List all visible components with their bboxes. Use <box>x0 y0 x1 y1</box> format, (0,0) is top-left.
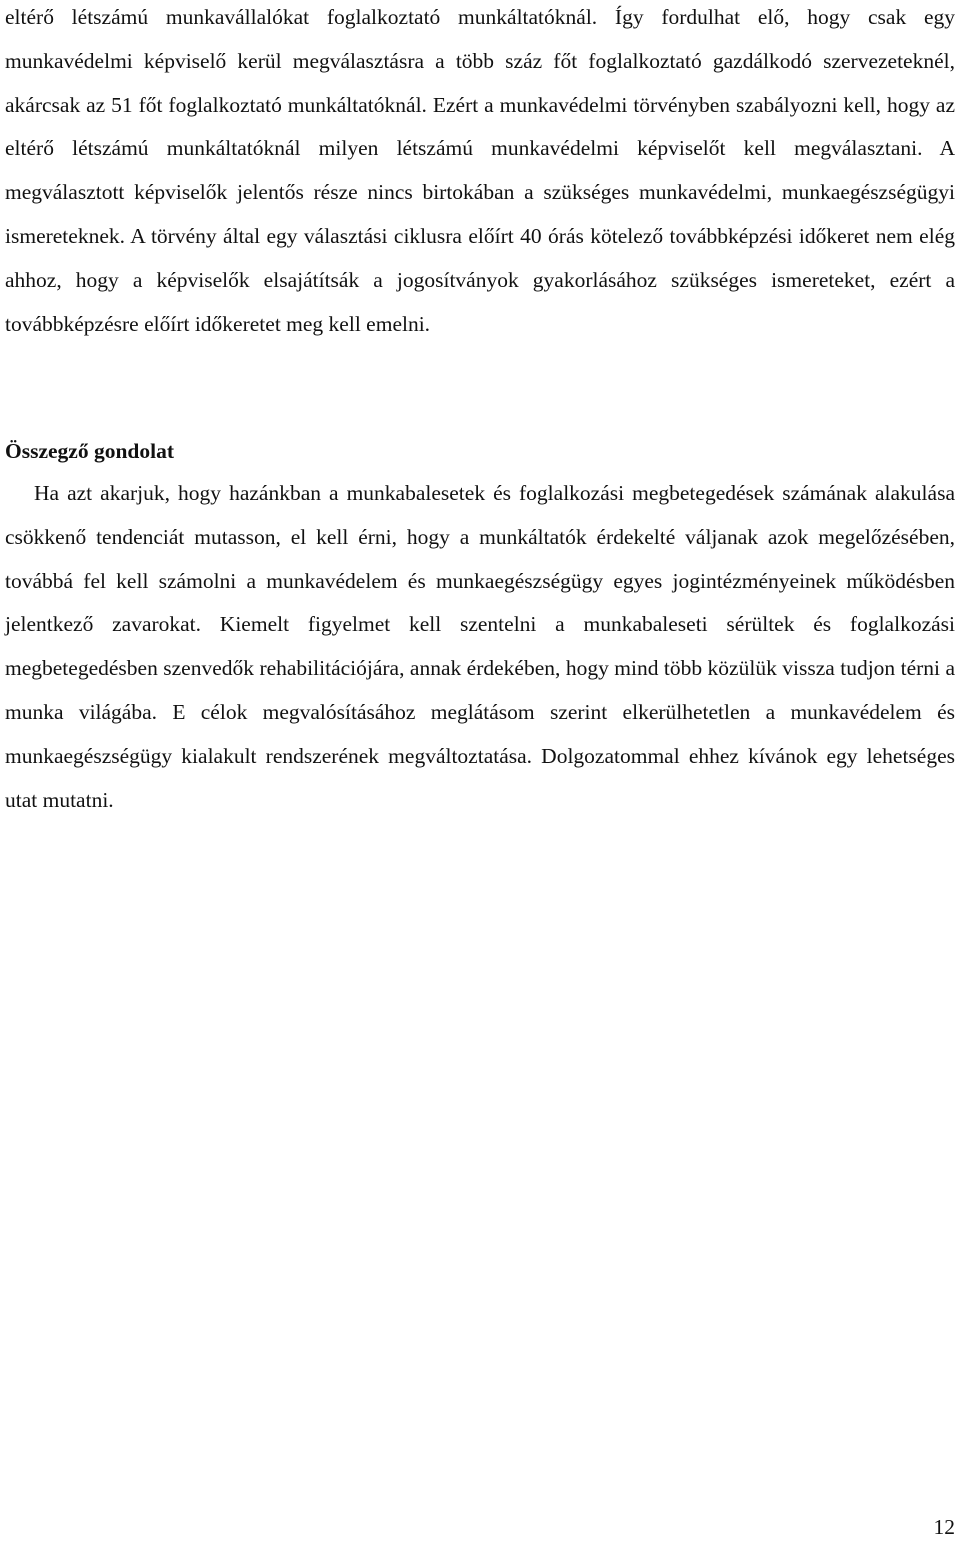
section-heading-container <box>5 436 174 466</box>
section-heading: Összegző gondolat <box>5 439 175 463</box>
body-paragraph-continuation: eltérő létszámú munkavállalókat foglalkoztató munkáltatóknál. Így fordulhat elő, hogy csak egy munkavédelmi képviselő kerül megválasztásra a több száz főt foglalkoztató gazdálkodó szervezeteknél, akárcsak az 51 főt foglalkoztató munkáltatóknál. Ezért a munkavédelmi törvényben szabályozni kell, hogy az eltérő létszámú munkáltatóknál milyen létszámú munkavédelmi képviselőt kell megválasztani. A megválasztott képviselők jelentős része nincs birtokában a szükséges munkavédelmi, munkaegészségügyi ismereteknek. A törvény által egy választási ciklusra előírt 40 órás kötelező továbbképzési időkeret nem elég ahhoz, hogy a képviselők elsajátítsák a jogosítványok gyakorlásához szükséges ismereteket, ezért a továbbképzésre előírt időkeretet meg kell emelni. <box>5 5 955 336</box>
summary-section <box>5 472 955 822</box>
document-page <box>5 0 955 346</box>
summary-paragraph: Ha azt akarjuk, hogy hazánkban a munkabalesetek és foglalkozási megbetegedések számának alakulása csökkenő tendenciát mutasson, el kell érni, hogy a munkáltatók érdekelté váljanak azok megelőzésében, továbbá fel kell számolni a munkavédelem és munkaegészségügy egyes jogintézményeinek működésben jelentkező zavarokat. Kiemelt figyelmet kell szentelni a munkabaleseti sérültek és foglalkozási megbetegedésben szenvedők rehabilitációjára, annak érdekében, hogy mind több közülük vissza tudjon térni a munka világába. E célok megvalósításához meglátásom szerint elkerülhetetlen a munkavédelem és munkaegészségügy kialakult rendszerének megváltoztatása. Dolgozatommal ehhez kívánok egy lehetséges utat mutatni. <box>5 481 955 812</box>
page-number: 12 <box>933 1515 955 1539</box>
